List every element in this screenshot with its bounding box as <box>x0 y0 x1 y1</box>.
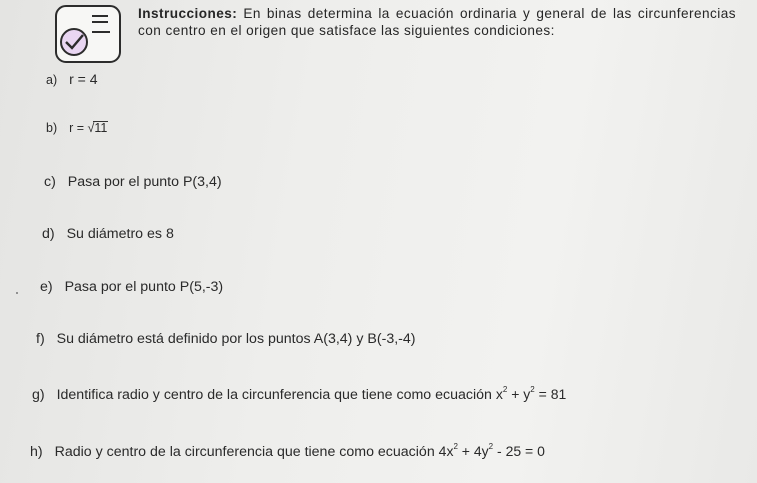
item-text: Pasa por el punto <box>67 174 179 190</box>
instructions-paragraph <box>138 5 736 39</box>
item-letter: b) <box>46 121 58 135</box>
speck <box>16 292 18 294</box>
item-letter: a) <box>46 73 58 87</box>
instructions-label: Instrucciones: <box>138 6 238 21</box>
item-letter: e) <box>40 279 53 295</box>
item-point-b: B(-3,-4) <box>367 331 416 347</box>
item-d <box>42 226 174 242</box>
item-text: Identifica radio y centro de la circunferencia que tiene como ecuación <box>56 387 492 403</box>
item-letter: d) <box>42 226 55 242</box>
item-letter: f) <box>36 331 45 347</box>
item-letter: h) <box>30 444 43 460</box>
item-text: Su diámetro es 8 <box>66 226 174 242</box>
item-letter: c) <box>44 174 56 190</box>
item-equation: $x^2 + y^2 = 81$ <box>495 385 567 402</box>
item-g <box>32 386 566 403</box>
item-text: Radio y centro de la circunferencia que tiene como ecuación <box>54 444 435 460</box>
item-radicand: 11 <box>94 121 108 135</box>
item-text: r = 4 <box>69 71 98 87</box>
item-b <box>46 120 108 136</box>
item-c <box>44 174 222 190</box>
item-point-a: A(3,4) <box>313 331 353 347</box>
item-point: P(5,-3) <box>179 279 224 295</box>
item-a <box>46 71 97 88</box>
item-text: Su diámetro está definido por los puntos <box>56 331 311 347</box>
item-prefix: r = √ <box>69 121 95 135</box>
item-equation: $4x^2 + 4y^2 - 25 = 0$ <box>438 442 545 459</box>
instructions-text: En binas determina la ecuación ordinaria y general de las circunferencias con centro en el origen que satisface las siguientes condiciones: <box>138 6 736 38</box>
item-text: Pasa por el punto <box>64 279 176 295</box>
checklist-icon <box>52 2 126 66</box>
item-point: P(3,4) <box>182 174 222 190</box>
item-f <box>36 331 416 347</box>
item-letter: g) <box>32 387 45 403</box>
item-h <box>30 443 545 460</box>
item-e <box>40 279 223 295</box>
item-connector: y <box>356 331 364 347</box>
